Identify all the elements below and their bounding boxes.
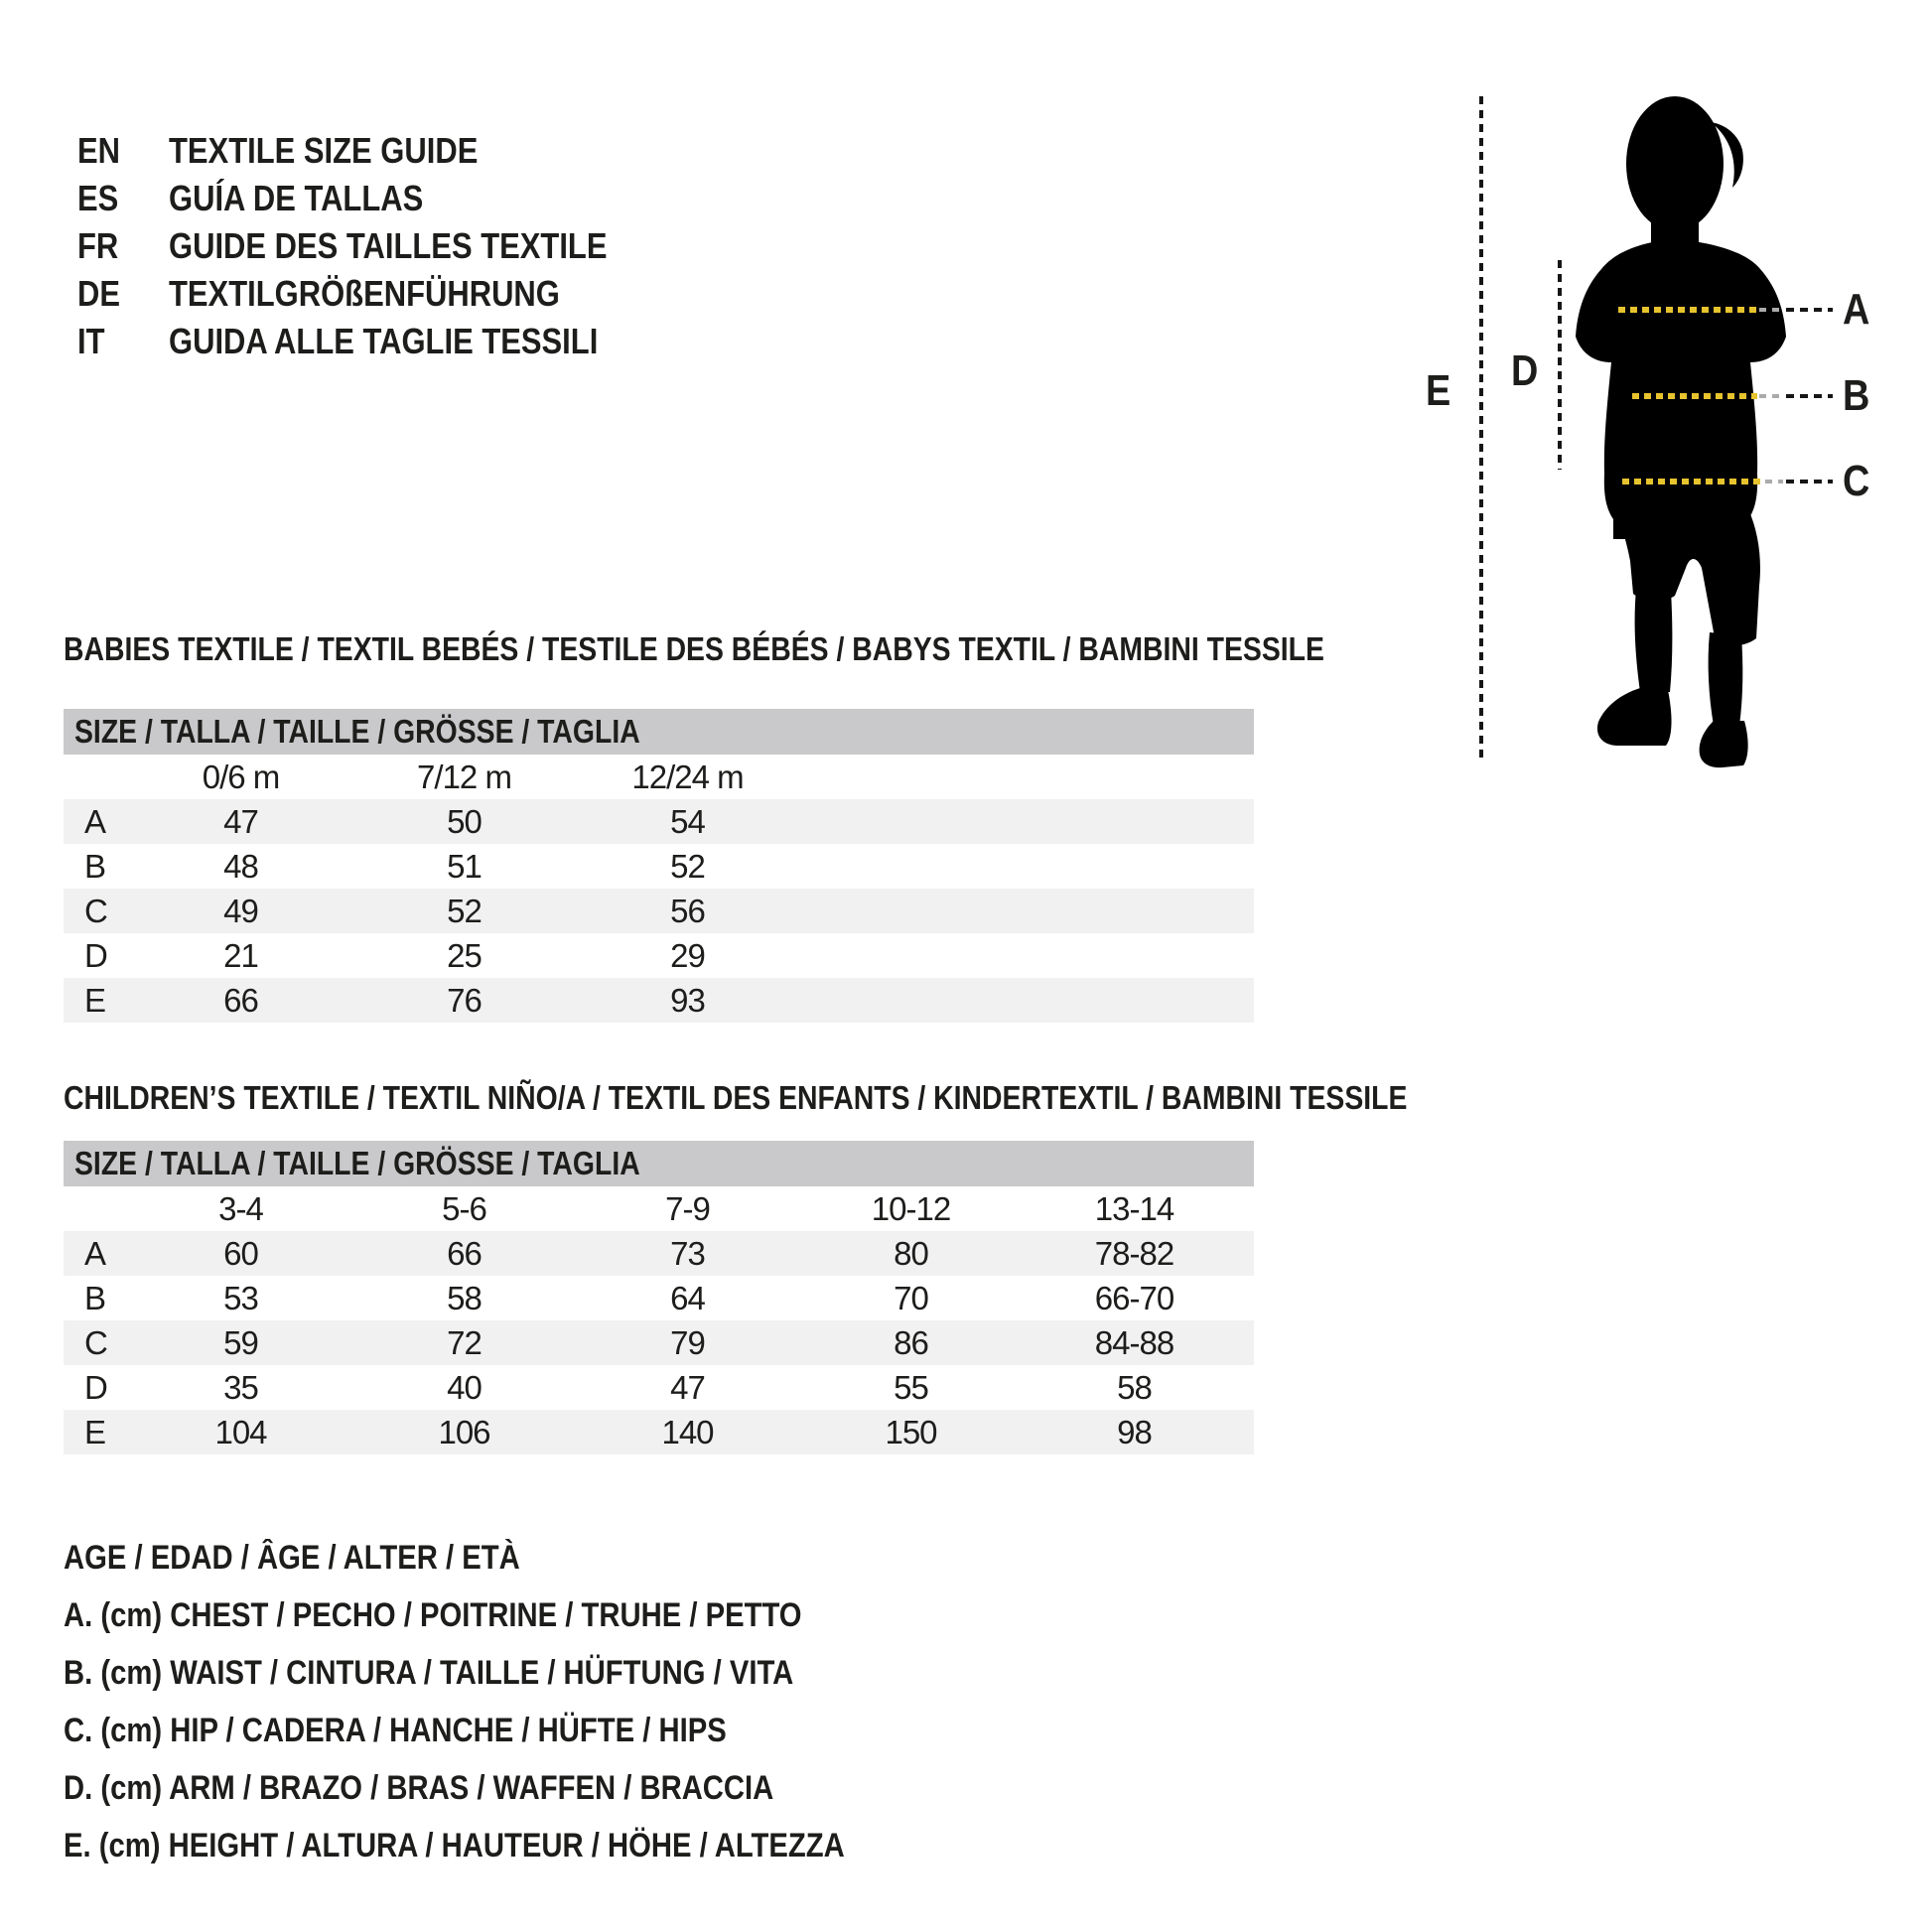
filler-cell	[1246, 1320, 1254, 1365]
filler-cell	[1246, 1186, 1254, 1231]
cell: 78-82	[1094, 1235, 1174, 1272]
babies-size-header-bar	[64, 709, 1254, 755]
cell: 64	[670, 1280, 705, 1316]
filler-cell	[1246, 1276, 1254, 1320]
column-header: 0/6 m	[202, 759, 280, 795]
cell: 29	[670, 937, 705, 974]
table-row-a	[64, 799, 1254, 844]
column-header: 7/12 m	[417, 759, 511, 795]
waist-line-fade-dashes	[1759, 394, 1783, 398]
row-label: B	[84, 848, 106, 885]
cell: 52	[670, 848, 705, 885]
cell: 73	[670, 1235, 705, 1272]
cell: 98	[1117, 1414, 1152, 1450]
language-row-en	[77, 127, 678, 175]
children-size-table	[64, 1186, 1254, 1454]
cell: 58	[1117, 1369, 1152, 1406]
language-code: IT	[77, 321, 105, 361]
cell: 79	[670, 1324, 705, 1361]
row-label: B	[84, 1280, 106, 1316]
cell: 52	[447, 893, 482, 929]
row-label: C	[84, 893, 107, 929]
babies-columns-row	[64, 755, 1254, 799]
language-title-block	[77, 127, 678, 365]
cell: 66	[223, 982, 258, 1019]
cell: 150	[885, 1414, 937, 1450]
filler-cell	[799, 933, 1254, 978]
cell: 140	[661, 1414, 714, 1450]
cell: 53	[223, 1280, 258, 1316]
language-code: ES	[77, 178, 119, 218]
hip-line-black-dashes	[1786, 480, 1833, 483]
row-label: C	[84, 1324, 107, 1361]
corner-cell	[64, 755, 129, 799]
guide-title-es: GUÍA DE TALLAS	[169, 178, 424, 218]
guide-title-it: GUIDA ALLE TAGLIE TESSILI	[169, 321, 599, 361]
language-row-fr	[77, 222, 678, 270]
filler-cell	[799, 755, 1254, 799]
children-size-header-bar	[64, 1141, 1254, 1186]
hip-line-yellow-dashes	[1622, 479, 1763, 484]
table-row-d	[64, 1365, 1254, 1410]
row-label: D	[84, 1369, 107, 1406]
children-section-title: CHILDREN’S TEXTILE / TEXTIL NIÑO/A / TEXTIL DES ENFANTS / KINDERTEXTIL / BAMBINI TESSILE	[64, 1079, 1408, 1116]
measure-label-b: B	[1843, 371, 1870, 420]
filler-cell	[799, 889, 1254, 933]
table-row-c	[64, 889, 1254, 933]
cell: 40	[447, 1369, 482, 1406]
table-row-a	[64, 1231, 1254, 1276]
cell: 93	[670, 982, 705, 1019]
cell: 66-70	[1094, 1280, 1174, 1316]
legend-arm: D. (cm) ARM / BRAZO / BRAS / WAFFEN / BRACCIA	[64, 1769, 774, 1807]
cell: 55	[894, 1369, 928, 1406]
row-label: E	[84, 982, 106, 1019]
children-columns-row	[64, 1186, 1254, 1231]
cell: 76	[447, 982, 482, 1019]
cell: 49	[223, 893, 258, 929]
cell: 80	[894, 1235, 928, 1272]
table-row-d	[64, 933, 1254, 978]
row-label: E	[84, 1414, 106, 1450]
silhouette-right-shoe	[1700, 721, 1748, 767]
cell: 58	[447, 1280, 482, 1316]
cell: 47	[670, 1369, 705, 1406]
language-code: FR	[77, 225, 119, 266]
table-row-c	[64, 1320, 1254, 1365]
measure-label-d: D	[1511, 346, 1539, 395]
guide-title-de: TEXTILGRÖßENFÜHRUNG	[169, 273, 560, 314]
column-header: 10-12	[871, 1190, 951, 1227]
legend-waist: B. (cm) WAIST / CINTURA / TAILLE / HÜFTUNG / VITA	[64, 1654, 794, 1692]
filler-cell	[799, 978, 1254, 1023]
silhouette-right-leg	[1709, 632, 1743, 726]
filler-cell	[1246, 1231, 1254, 1276]
legend-chest: A. (cm) CHEST / PECHO / POITRINE / TRUHE / PETTO	[64, 1596, 802, 1634]
filler-cell	[1246, 1410, 1254, 1454]
cell: 56	[670, 893, 705, 929]
language-code: EN	[77, 130, 121, 171]
cell: 54	[670, 803, 705, 840]
measure-label-c: C	[1843, 457, 1870, 505]
cell: 35	[223, 1369, 258, 1406]
language-code: DE	[77, 273, 121, 314]
column-header: 3-4	[218, 1190, 263, 1227]
chest-line-yellow-dashes	[1618, 307, 1757, 313]
silhouette-left-shoe	[1597, 688, 1672, 746]
measure-label-e: E	[1426, 366, 1451, 415]
language-row-de	[77, 270, 678, 318]
column-header: 5-6	[442, 1190, 486, 1227]
guide-title-en: TEXTILE SIZE GUIDE	[169, 130, 479, 171]
cell: 86	[894, 1324, 928, 1361]
table-row-e	[64, 978, 1254, 1023]
cell: 50	[447, 803, 482, 840]
babies-size-table	[64, 755, 1254, 1023]
waist-line-yellow-dashes	[1632, 393, 1757, 399]
waist-line-black-dashes	[1786, 394, 1833, 398]
filler-cell	[799, 844, 1254, 889]
language-row-es	[77, 175, 678, 222]
table-row-e	[64, 1410, 1254, 1454]
child-silhouette-illustration	[1552, 94, 1850, 769]
row-label: A	[84, 803, 106, 840]
cell: 72	[447, 1324, 482, 1361]
cell: 66	[447, 1235, 482, 1272]
row-label: D	[84, 937, 107, 974]
chest-line-black-dashes	[1786, 308, 1833, 312]
column-header: 13-14	[1094, 1190, 1174, 1227]
legend-height: E. (cm) HEIGHT / ALTURA / HAUTEUR / HÖHE / ALTEZZA	[64, 1827, 845, 1864]
cell: 84-88	[1094, 1324, 1174, 1361]
cell: 70	[894, 1280, 928, 1316]
filler-cell	[799, 799, 1254, 844]
cell: 106	[438, 1414, 490, 1450]
silhouette-torso	[1576, 239, 1786, 539]
measurement-legend	[64, 1529, 972, 1874]
cell: 59	[223, 1324, 258, 1361]
cell: 104	[214, 1414, 267, 1450]
table-row-b	[64, 844, 1254, 889]
cell: 25	[447, 937, 482, 974]
cell: 48	[223, 848, 258, 885]
babies-size-header-label: SIZE / TALLA / TAILLE / GRÖSSE / TAGLIA	[74, 713, 640, 750]
cell: 60	[223, 1235, 258, 1272]
column-header: 7-9	[665, 1190, 710, 1227]
height-measure-line-e	[1479, 96, 1483, 762]
guide-title-fr: GUIDE DES TAILLES TEXTILE	[169, 225, 608, 266]
arm-measure-line-d	[1558, 260, 1562, 470]
chest-line-fade-dashes	[1759, 308, 1783, 312]
measure-label-a: A	[1843, 285, 1870, 334]
corner-cell	[64, 1186, 129, 1231]
cell: 51	[447, 848, 482, 885]
legend-age: AGE / EDAD / ÂGE / ALTER / ETÀ	[64, 1539, 520, 1577]
babies-section-title: BABIES TEXTILE / TEXTIL BEBÉS / TESTILE DES BÉBÉS / BABYS TEXTIL / BAMBINI TESSILE	[64, 630, 1324, 667]
row-label: A	[84, 1235, 106, 1272]
silhouette-left-leg	[1635, 589, 1673, 692]
table-row-b	[64, 1276, 1254, 1320]
children-size-header-label: SIZE / TALLA / TAILLE / GRÖSSE / TAGLIA	[74, 1145, 640, 1181]
cell: 21	[223, 937, 258, 974]
column-header: 12/24 m	[631, 759, 744, 795]
cell: 47	[223, 803, 258, 840]
filler-cell	[1246, 1365, 1254, 1410]
legend-hip: C. (cm) HIP / CADERA / HANCHE / HÜFTE / HIPS	[64, 1712, 727, 1749]
language-row-it	[77, 318, 678, 365]
hip-line-fade-dashes	[1765, 480, 1783, 483]
